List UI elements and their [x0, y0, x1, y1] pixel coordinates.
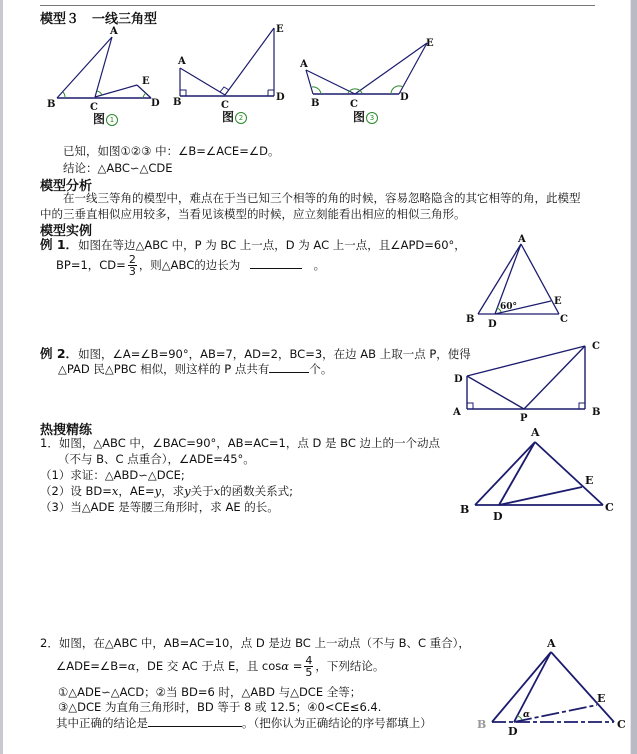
ex2-right-angle-a	[467, 403, 473, 409]
fig3-angle-b	[312, 87, 321, 94]
q2-angle-label: α	[523, 710, 530, 720]
fig1-label-d: D	[151, 98, 160, 109]
fig1-label-e: E	[142, 76, 150, 87]
fig3-line-ed	[399, 43, 427, 94]
example-1-line-1: 例 1．如图在等边△ABC 中，P 为 BC 上一点，D 为 AC 上一点，且∠APD=60°，	[40, 237, 466, 252]
fig1-caption: 图 1	[93, 110, 118, 127]
fig3-line-ab	[306, 70, 313, 94]
example-1-line-2: BP=1，CD= $\frac{2}{3}$ ，则△ABC的边长为 。	[56, 253, 326, 278]
ex1-angle-label: 60°	[500, 302, 518, 312]
q1-sub-3: （3）当△ADE 是等腰三角形时，求 AE 的长。	[40, 500, 279, 514]
ex2-line-dc	[467, 346, 585, 376]
q2-line-1: 2．如图，在△ABC 中，AB=AC=10，点 D 是边 BC 上一动点（不与 B、C 重合），	[40, 636, 470, 650]
q2-label-c: C	[617, 718, 626, 731]
given-statement: 已知，如图①②③ 中：∠B=∠ACE=∠D。	[63, 144, 280, 158]
fig1-label-c: C	[90, 102, 98, 113]
q2-figure	[472, 635, 632, 754]
fig2-label-d: D	[276, 92, 285, 103]
ex2-right-angle-b	[579, 403, 585, 409]
practice-heading: 热搜精练	[40, 423, 93, 438]
q2-label-a: A	[547, 637, 556, 650]
q1-label-e: E	[585, 474, 594, 487]
analysis-heading: 模型分析	[40, 179, 93, 194]
fig3-line-ac	[306, 70, 355, 94]
q2-options-line-2: ③△DCE 为直角三角形时，BD 等于 8 或 12.5；④0<CE≤6.4.	[58, 700, 382, 714]
ex2-line-dp	[467, 376, 524, 409]
q1-label-b: B	[460, 503, 470, 516]
fig2-label-a: A	[178, 56, 186, 67]
fig3-label-d: D	[400, 92, 409, 103]
fig1-angle-c	[97, 91, 102, 95]
figure-1	[45, 25, 165, 113]
analysis-line-1: 在一线三等角的模型中，难点在于当已知三个相等的角的时候，容易忽略隐含的其它相等的角，此模型	[63, 191, 581, 205]
fig2-right-angle-b	[180, 90, 186, 96]
left-page-edge	[0, 0, 3, 754]
q2-line-ab	[492, 652, 551, 722]
q1-line-2: （不与 B、C 点重合），∠ADE=45°。	[58, 452, 255, 466]
fig2-line-ce	[225, 28, 274, 95]
examples-heading: 模型实例	[40, 224, 93, 239]
fig1-label-a: A	[110, 26, 118, 37]
fig1-angle-b	[63, 92, 65, 98]
q1-line-de	[499, 487, 582, 505]
example-2-line-1: 例 2．如图，∠A=∠B=90°，AB=7，AD=2，BC=3，在边 AB 上取一点 P，使得	[40, 346, 471, 361]
fraction-two-thirds: $\frac{2}{3}$	[128, 253, 136, 278]
fig2-label-b: B	[173, 97, 182, 108]
example-1-figure	[463, 232, 583, 330]
fig3-label-c: C	[350, 99, 358, 110]
ex1-label-d: D	[488, 319, 497, 330]
q2-line-2: ∠ADE=∠B=α，DE 交 AC 于点 E，且 cosα = $\frac{4}{5}$ ，下列结论。	[56, 654, 385, 679]
q1-label-d: D	[493, 510, 503, 523]
ex1-label-e: E	[554, 296, 562, 307]
q2-options-line-1: ①△ADE∽△ACD；②当 BD=6 时，△ABD 与△DCE 全等；	[58, 685, 362, 699]
fig2-label-c: C	[221, 100, 229, 111]
circled-number-1: 1	[106, 114, 118, 126]
example-1-label: 例 1．	[40, 237, 79, 252]
circled-number-3: 3	[366, 112, 378, 124]
fig3-angle-c	[348, 89, 362, 93]
fig3-label-e: E	[426, 38, 434, 49]
fig1-line-ce	[95, 85, 137, 97]
q2-line-ac	[551, 652, 614, 722]
ex1-label-c: C	[560, 314, 568, 325]
q2-label-b: B	[477, 718, 487, 731]
answer-blank-2[interactable]	[269, 360, 309, 373]
ex2-label-b: B	[592, 407, 601, 418]
ex2-label-a: A	[453, 407, 461, 418]
fraction-four-fifths: $\frac{4}{5}$	[305, 654, 313, 679]
figure-3	[295, 35, 440, 110]
q1-line-1: 1．如图，△ABC 中，∠BAC=90°，AB=AC=1，点 D 是 BC 边上的一个动点	[40, 436, 441, 450]
fig3-label-a: A	[300, 59, 308, 70]
answer-blank-3[interactable]	[148, 714, 242, 727]
example-2-label: 例 2．	[40, 346, 79, 361]
example-2-line-2: △PAD 民△PBC 相似，则这样的 P 点共有 个。	[58, 362, 333, 376]
ex1-label-b: B	[466, 314, 475, 325]
conclusion-statement: 结论：△ABC∽△CDE	[63, 161, 173, 175]
circled-number-2: 2	[235, 112, 247, 124]
q2-angle-mark	[517, 716, 522, 720]
figure-2	[170, 20, 290, 110]
ex2-line-pc	[524, 346, 585, 409]
example-2-figure	[450, 338, 610, 424]
q1-sub-2: （2）设 BD=x，AE=y，求y关于x的函数关系式;	[40, 484, 294, 498]
ex2-label-d: D	[454, 374, 463, 385]
fig2-caption: 图 2	[222, 108, 247, 125]
fig2-line-ac	[180, 68, 225, 95]
fig3-line-ce	[355, 43, 427, 94]
ex1-label-a: A	[518, 234, 526, 245]
header-rule	[40, 5, 595, 6]
q1-sub-1: （1）求证：△ABD∽△DCE;	[40, 468, 185, 482]
q2-answer-line: 其中正确的结论是 。（把你认为正确结论的序号都填上）	[56, 716, 432, 730]
fig1-label-b: B	[47, 99, 56, 110]
fig2-label-e: E	[276, 24, 284, 35]
q2-label-d: D	[508, 725, 518, 738]
q2-label-e: E	[597, 692, 606, 705]
q1-label-a: A	[531, 426, 540, 439]
section-title: 模型３ 一线三角型	[40, 12, 158, 27]
ex2-label-c: C	[592, 341, 600, 352]
answer-blank-1[interactable]	[250, 256, 302, 269]
q1-label-c: C	[605, 501, 614, 514]
fig3-label-b: B	[311, 98, 320, 109]
fig3-caption: 图 3	[353, 108, 378, 125]
q2-line-ad	[514, 652, 551, 722]
q1-figure	[455, 422, 620, 527]
ex2-label-p: P	[520, 413, 528, 424]
analysis-line-2: 中的三垂直相似应用较多，当看见该模型的时候，应立刻能看出相应的相似三角形。	[40, 207, 466, 221]
